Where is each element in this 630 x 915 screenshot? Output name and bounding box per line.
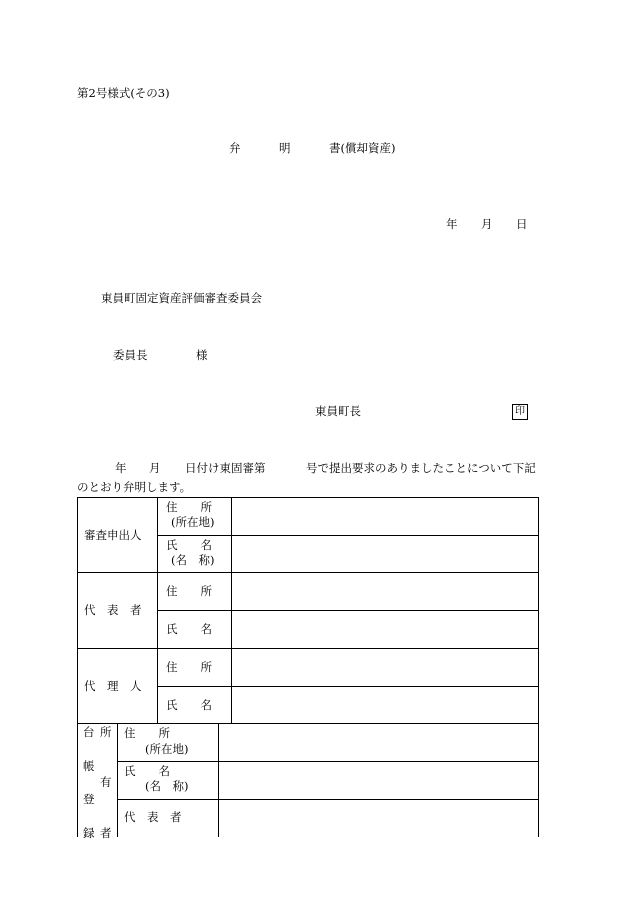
form-number: 第2号様式(その3) [77,86,170,100]
representative-address-label: 住 所 [166,584,212,598]
registered-owner-rep-value[interactable] [219,800,537,836]
registered-owner-name-value[interactable] [219,762,537,798]
applicant-name-label: 氏 名 [166,538,212,552]
registered-owner-name-label: 氏 名 [124,764,170,778]
registered-owner-address-value[interactable] [219,724,537,760]
applicant-label: 審査申出人 [84,528,142,542]
seal-mark: 印 [512,404,528,420]
agent-address-value[interactable] [232,649,537,685]
addressee-org: 東員町固定資産評価審査委員会 [101,291,262,305]
agent-name-value[interactable] [232,687,537,723]
registered-owner-address-sub: (所在地) [145,742,189,756]
agent-name-label: 氏 名 [166,698,212,712]
registered-owner-rep-label: 代 表 者 [124,810,182,824]
applicant-address-value[interactable] [232,498,537,534]
applicant-address-label: 住 所 [166,500,212,514]
applicant-name-value[interactable] [232,536,537,572]
agent-label: 代 理 人 [84,679,142,693]
representative-label: 代 表 者 [84,603,142,617]
applicant-address-sub: (所在地) [171,515,215,529]
registered-owner-address-label: 住 所 [124,726,170,740]
representative-name-value[interactable] [232,611,537,647]
representative-address-value[interactable] [232,573,537,609]
applicant-name-sub: (名 称) [171,553,215,567]
registered-owner-name-sub: (名 称) [145,779,189,793]
representative-name-label: 氏 名 [166,622,212,636]
agent-address-label: 住 所 [166,660,212,674]
sender-name: 東員町長 [315,404,361,418]
